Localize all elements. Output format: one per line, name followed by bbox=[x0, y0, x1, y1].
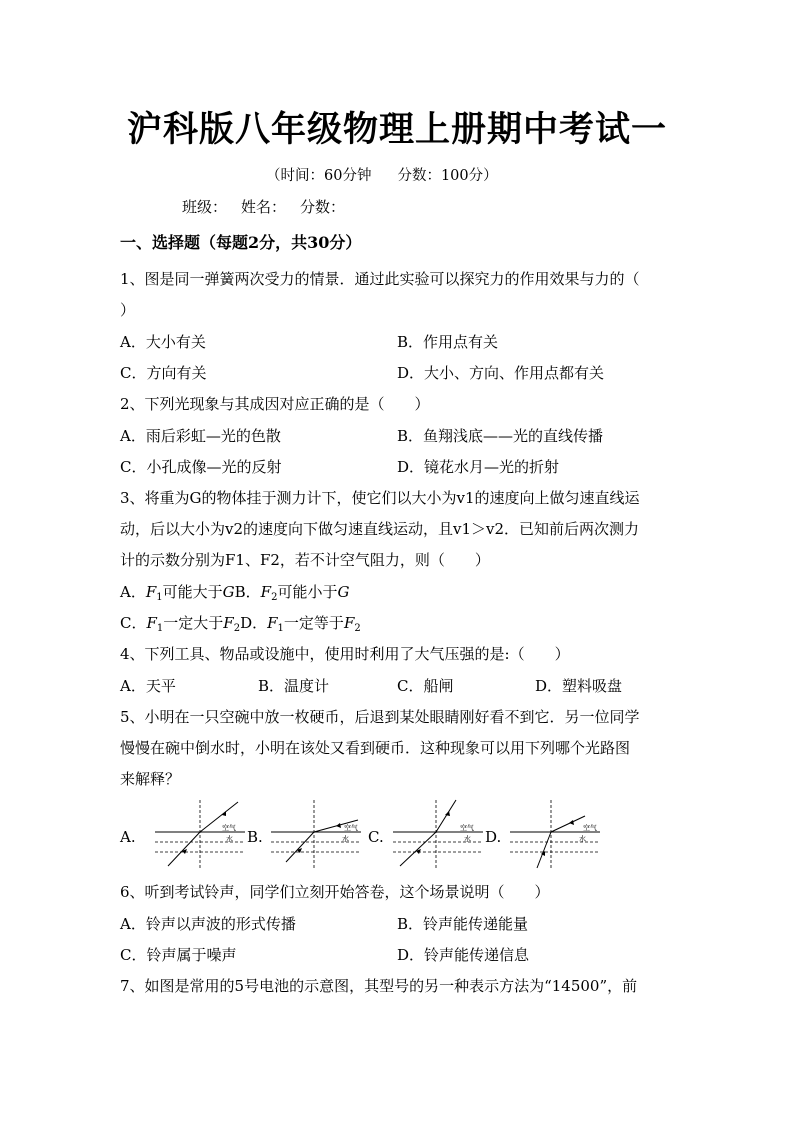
q2-option-b: B．鱼翔浅底——光的直线传播 bbox=[397, 427, 604, 445]
question-5-stem: 5、小明在一只空碗中放一枚硬币，后退到某处眼睛刚好看不到它．另一位同学 bbox=[120, 708, 640, 726]
light-path-diagram-a bbox=[150, 798, 250, 870]
q4-option-b: B．温度计 bbox=[258, 677, 330, 695]
q1-option-c: C．方向有关 bbox=[120, 364, 207, 382]
q6-option-c: C．铃声属于噪声 bbox=[120, 946, 237, 964]
light-path-diagram-c bbox=[388, 798, 488, 870]
svg-text:水: 水 bbox=[579, 835, 586, 843]
exam-total-score: 分数：100分） bbox=[397, 168, 498, 184]
svg-text:水: 水 bbox=[342, 835, 349, 843]
q3-option-ab: A．$F_1$可能大于GB．$F_2$可能小于G bbox=[120, 583, 350, 603]
name-label: 姓名： bbox=[241, 198, 287, 216]
question-2-stem: 2、下列光现象与其成因对应正确的是（ ） bbox=[120, 395, 430, 413]
question-1-stem-cont: ） bbox=[120, 301, 136, 319]
svg-text:水: 水 bbox=[226, 835, 233, 843]
question-7-stem: 7、如图是常用的5号电池的示意图，其型号的另一种表示方法为“14500”，前 bbox=[120, 977, 638, 995]
svg-text:水: 水 bbox=[464, 835, 471, 843]
q1-option-b: B．作用点有关 bbox=[397, 333, 499, 351]
fig-c-label: C. bbox=[368, 828, 384, 846]
section-heading: 一、选择题（每题2分，共30分） bbox=[120, 233, 362, 252]
question-3-stem-cont: 动，后以大小为v2的速度向下做匀速直线运动，且v1＞v2．已知前后两次测力 bbox=[120, 520, 640, 538]
question-3-stem-cont2: 计的示数分别为F1、F2，若不计空气阻力，则（ ） bbox=[120, 551, 490, 569]
q3-option-cd: C．$F_1$一定大于$F_2D$．$F_1$一定等于$F_2$ bbox=[120, 614, 361, 634]
svg-text:空气: 空气 bbox=[583, 824, 597, 832]
question-4-stem: 4、下列工具、物品或设施中，使用时利用了大气压强的是:（ ） bbox=[120, 645, 570, 663]
q4-option-a: A．天平 bbox=[120, 677, 176, 695]
q4-option-c: C．船闸 bbox=[397, 677, 454, 695]
light-path-diagram-b bbox=[266, 798, 366, 870]
fig-d-label: D. bbox=[485, 828, 502, 846]
q1-option-d: D．大小、方向、作用点都有关 bbox=[397, 364, 605, 382]
fig-b-label: B. bbox=[247, 828, 263, 846]
question-5-stem-cont: 慢慢在碗中倒水时，小明在该处又看到硬币．这种现象可以用下列哪个光路图 bbox=[120, 739, 631, 757]
fig-a-label: A. bbox=[120, 828, 136, 846]
question-6-stem: 6、听到考试铃声，同学们立刻开始答卷，这个场景说明（ ） bbox=[120, 883, 550, 901]
q2-option-a: A．雨后彩虹—光的色散 bbox=[120, 427, 281, 445]
q6-option-b: B．铃声能传递能量 bbox=[397, 915, 529, 933]
q6-option-d: D．铃声能传递信息 bbox=[397, 946, 530, 964]
exam-time: （时间：60分钟 bbox=[266, 168, 372, 184]
question-3-stem: 3、将重为G的物体挂于测力计下，使它们以大小为v1的速度向上做匀速直线运 bbox=[120, 489, 640, 507]
q4-option-d: D．塑料吸盘 bbox=[535, 677, 623, 695]
question-1-stem: 1、图是同一弹簧两次受力的情景．通过此实验可以探究力的作用效果与力的（ bbox=[120, 270, 640, 288]
q1-option-a: A．大小有关 bbox=[120, 333, 206, 351]
q2-option-c: C．小孔成像—光的反射 bbox=[120, 458, 282, 476]
q2-option-d: D．镜花水月—光的折射 bbox=[397, 458, 560, 476]
exam-meta bbox=[266, 164, 524, 185]
question-5-stem-cont2: 来解释？ bbox=[120, 770, 181, 788]
svg-text:空气: 空气 bbox=[460, 824, 474, 832]
svg-text:空气: 空气 bbox=[344, 824, 358, 832]
student-info bbox=[182, 196, 359, 217]
class-label: 班级： bbox=[182, 198, 228, 216]
light-path-diagram-d bbox=[505, 798, 605, 870]
svg-text:空气: 空气 bbox=[222, 824, 236, 832]
page-title: 沪科版八年级物理上册期中考试一 bbox=[126, 109, 667, 150]
q6-option-a: A．铃声以声波的形式传播 bbox=[120, 915, 296, 933]
score-label: 分数： bbox=[300, 198, 346, 216]
